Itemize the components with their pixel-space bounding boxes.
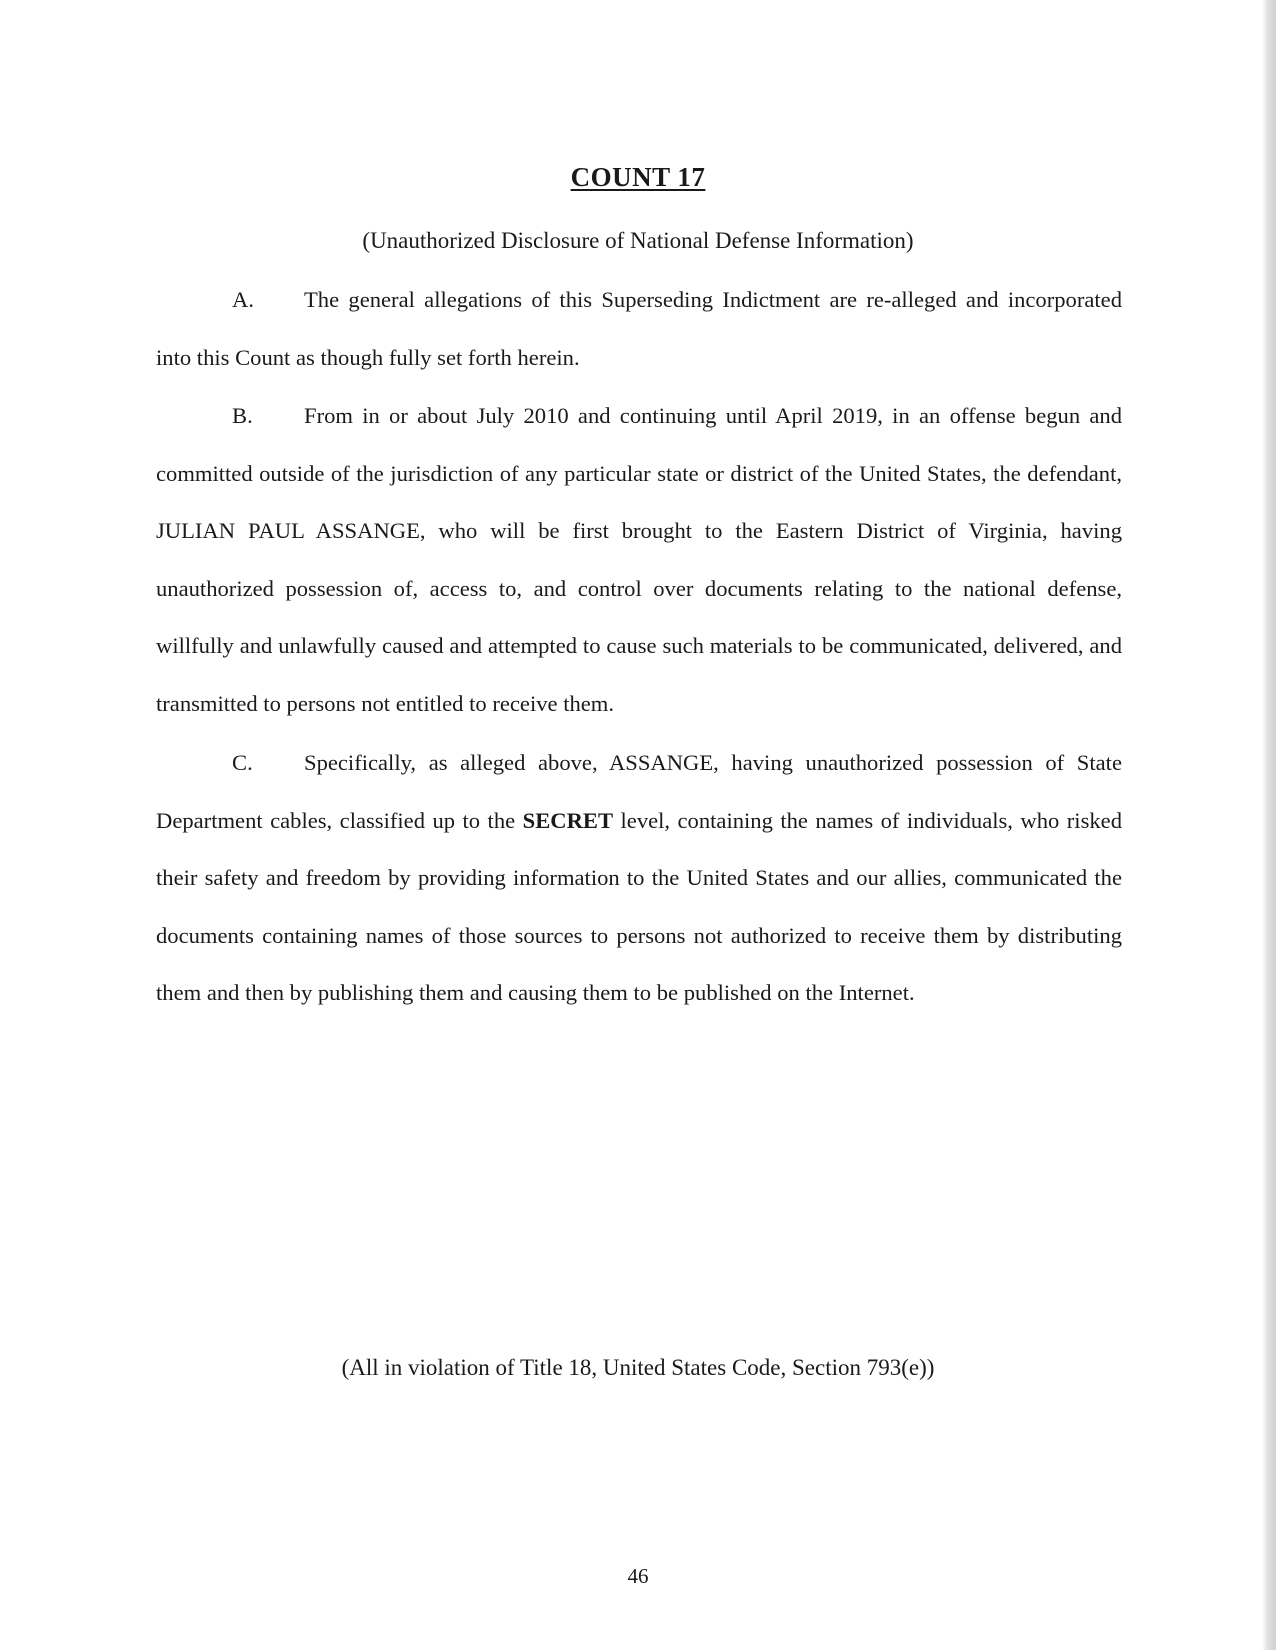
paragraph-b bbox=[156, 387, 1122, 732]
page-number: 46 bbox=[627, 1564, 649, 1588]
paragraph-c bbox=[156, 734, 1122, 1022]
paragraph-text-b: From in or about July 2010 and continuing until April 2019, in an offense begun and committed outside of the jurisdiction of any particular state or district of the United States, the defendant, JULIAN PAUL ASSANGE, who will be first brought to the Eastern District of Virginia, having unauthorized possession of, access to, and control over documents relating to the national defense, willfully and unlawfully caused and attempted to cause such materials to be communicated, delivered, and transmitted to persons not entitled to receive them. bbox=[156, 403, 1122, 716]
paragraph-a bbox=[156, 271, 1122, 386]
count-subtitle: (Unauthorized Disclosure of National Defense Information) bbox=[362, 228, 914, 253]
paragraph-text-c-after: level, containing the names of individuals, who risked their safety and freedom by providing information to the United States and our allies, communicated the documents containing names of those sources to persons not authorized to receive them by distributing them and then by publishing them and causing them to be published on the Internet. bbox=[156, 807, 1123, 1005]
paragraph-text-c-before: Specifically, as alleged above, ASSANGE, having unauthorized possession of State Department cables, classified up to the bbox=[156, 750, 1122, 833]
violation-citation: (All in violation of Title 18, United States Code, Section 793(e)) bbox=[341, 1355, 935, 1380]
classification-emphasis: SECRET bbox=[522, 807, 614, 833]
paragraph-marker-a: A. bbox=[232, 287, 254, 312]
paragraph-marker-b: B. bbox=[232, 403, 253, 428]
paragraph-text-a: The general allegations of this Superseding Indictment are re-alleged and incorporated into this Count as though fully set forth herein. bbox=[156, 287, 1122, 370]
count-heading: COUNT 17 bbox=[570, 162, 706, 192]
paragraph-marker-c: C. bbox=[232, 750, 253, 775]
